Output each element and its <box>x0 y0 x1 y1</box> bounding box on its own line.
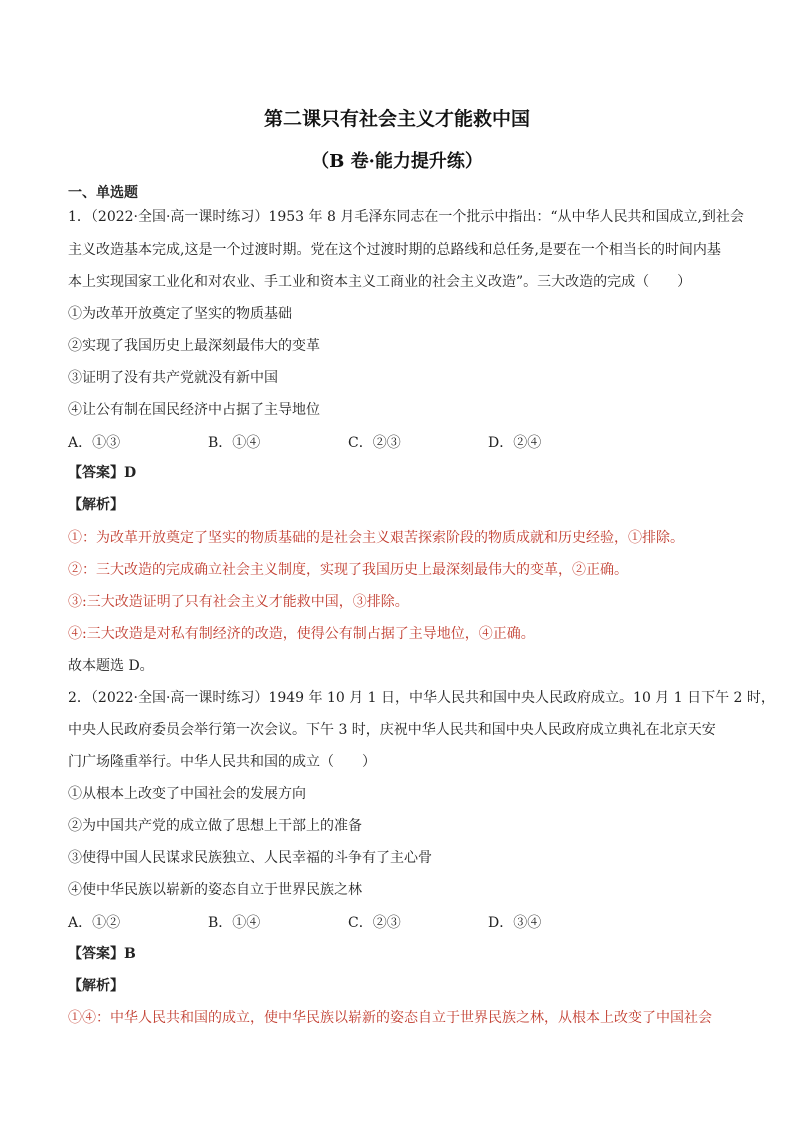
q1-statement: ④让公有制在国民经济中占据了主导地位 <box>68 402 320 418</box>
doc-subtitle: （B 卷·能力提升练） <box>311 151 483 172</box>
q1-analysis-line: ③:三大改造证明了只有社会主义才能救中国，③排除。 <box>68 594 409 610</box>
q2-statement: ①从根本上改变了中国社会的发展方向 <box>68 786 306 802</box>
q1-statement: ②实现了我国历史上最深刻最伟大的变革 <box>68 338 320 354</box>
q1-option-d: D．②④ <box>488 435 542 451</box>
q2-option-c: C．②③ <box>348 915 401 931</box>
q1-conclusion: 故本题选 D。 <box>68 658 154 674</box>
q1-option-b: B．①④ <box>208 435 261 451</box>
q2-stem-line: 门广场隆重举行。中华人民共和国的成立（ ） <box>68 754 376 770</box>
q2-option-d: D．③④ <box>488 915 542 931</box>
q1-analysis-label: 【解析】 <box>68 497 124 513</box>
q2-statement: ④使中华民族以崭新的姿态自立于世界民族之林 <box>68 882 362 898</box>
q2-option-b: B．①④ <box>208 915 261 931</box>
q1-statement: ③证明了没有共产党就没有新中国 <box>68 370 278 386</box>
q2-analysis-label: 【解析】 <box>68 978 124 994</box>
q2-analysis-line: ①④：中华人民共和国的成立，使中华民族以崭新的姿态自立于世界民族之林，从根本上改变了中国社会 <box>68 1010 712 1026</box>
q1-analysis-line: ④:三大改造是对私有制经济的改造，使得公有制占据了主导地位，④正确。 <box>68 626 535 642</box>
q1-stem-line: 本上实现国家工业化和对农业、手工业和资本主义工商业的社会主义改造”。三大改造的完成（ ） <box>68 274 692 290</box>
q2-answer: 【答案】B <box>68 946 136 962</box>
q1-stem-line: 1．（2022·全国·高一课时练习）1953 年 8 月毛泽东同志在一个批示中指出：“从中华人民共和国成立,到社会 <box>68 209 744 225</box>
q2-stem-line: 中央人民政府委员会举行第一次会议。下午 3 时，庆祝中华人民共和国中央人民政府成立典礼在北京天安 <box>68 722 716 738</box>
q1-option-c: C．②③ <box>348 435 401 451</box>
q1-answer: 【答案】D <box>68 465 137 481</box>
q2-stem-line: 2．（2022·全国·高一课时练习）1949 年 10 月 1 日，中华人民共和国中央人民政府成立。10 月 1 日下午 2 时， <box>68 690 775 706</box>
q2-statement: ②为中国共产党的成立做了思想上干部上的准备 <box>68 818 362 834</box>
q1-statement: ①为改革开放奠定了坚实的物质基础 <box>68 306 292 322</box>
q1-stem-line: 主义改造基本完成,这是一个过渡时期。党在这个过渡时期的总路线和总任务,是要在一个相当长的时间内基 <box>68 242 721 258</box>
q1-analysis-line: ②：三大改造的完成确立社会主义制度，实现了我国历史上最深刻最伟大的变革，②正确。 <box>68 562 628 578</box>
q1-analysis-line: ①：为改革开放奠定了坚实的物质基础的是社会主义艰苦探索阶段的物质成就和历史经验，①排除。 <box>68 530 684 546</box>
section-heading: 一、单选题 <box>68 185 138 201</box>
q2-option-a: A．①② <box>68 915 121 931</box>
doc-title: 第二课只有社会主义才能救中国 <box>263 108 530 130</box>
q1-option-a: A．①③ <box>68 435 121 451</box>
q2-statement: ③使得中国人民谋求民族独立、人民幸福的斗争有了主心骨 <box>68 850 432 866</box>
